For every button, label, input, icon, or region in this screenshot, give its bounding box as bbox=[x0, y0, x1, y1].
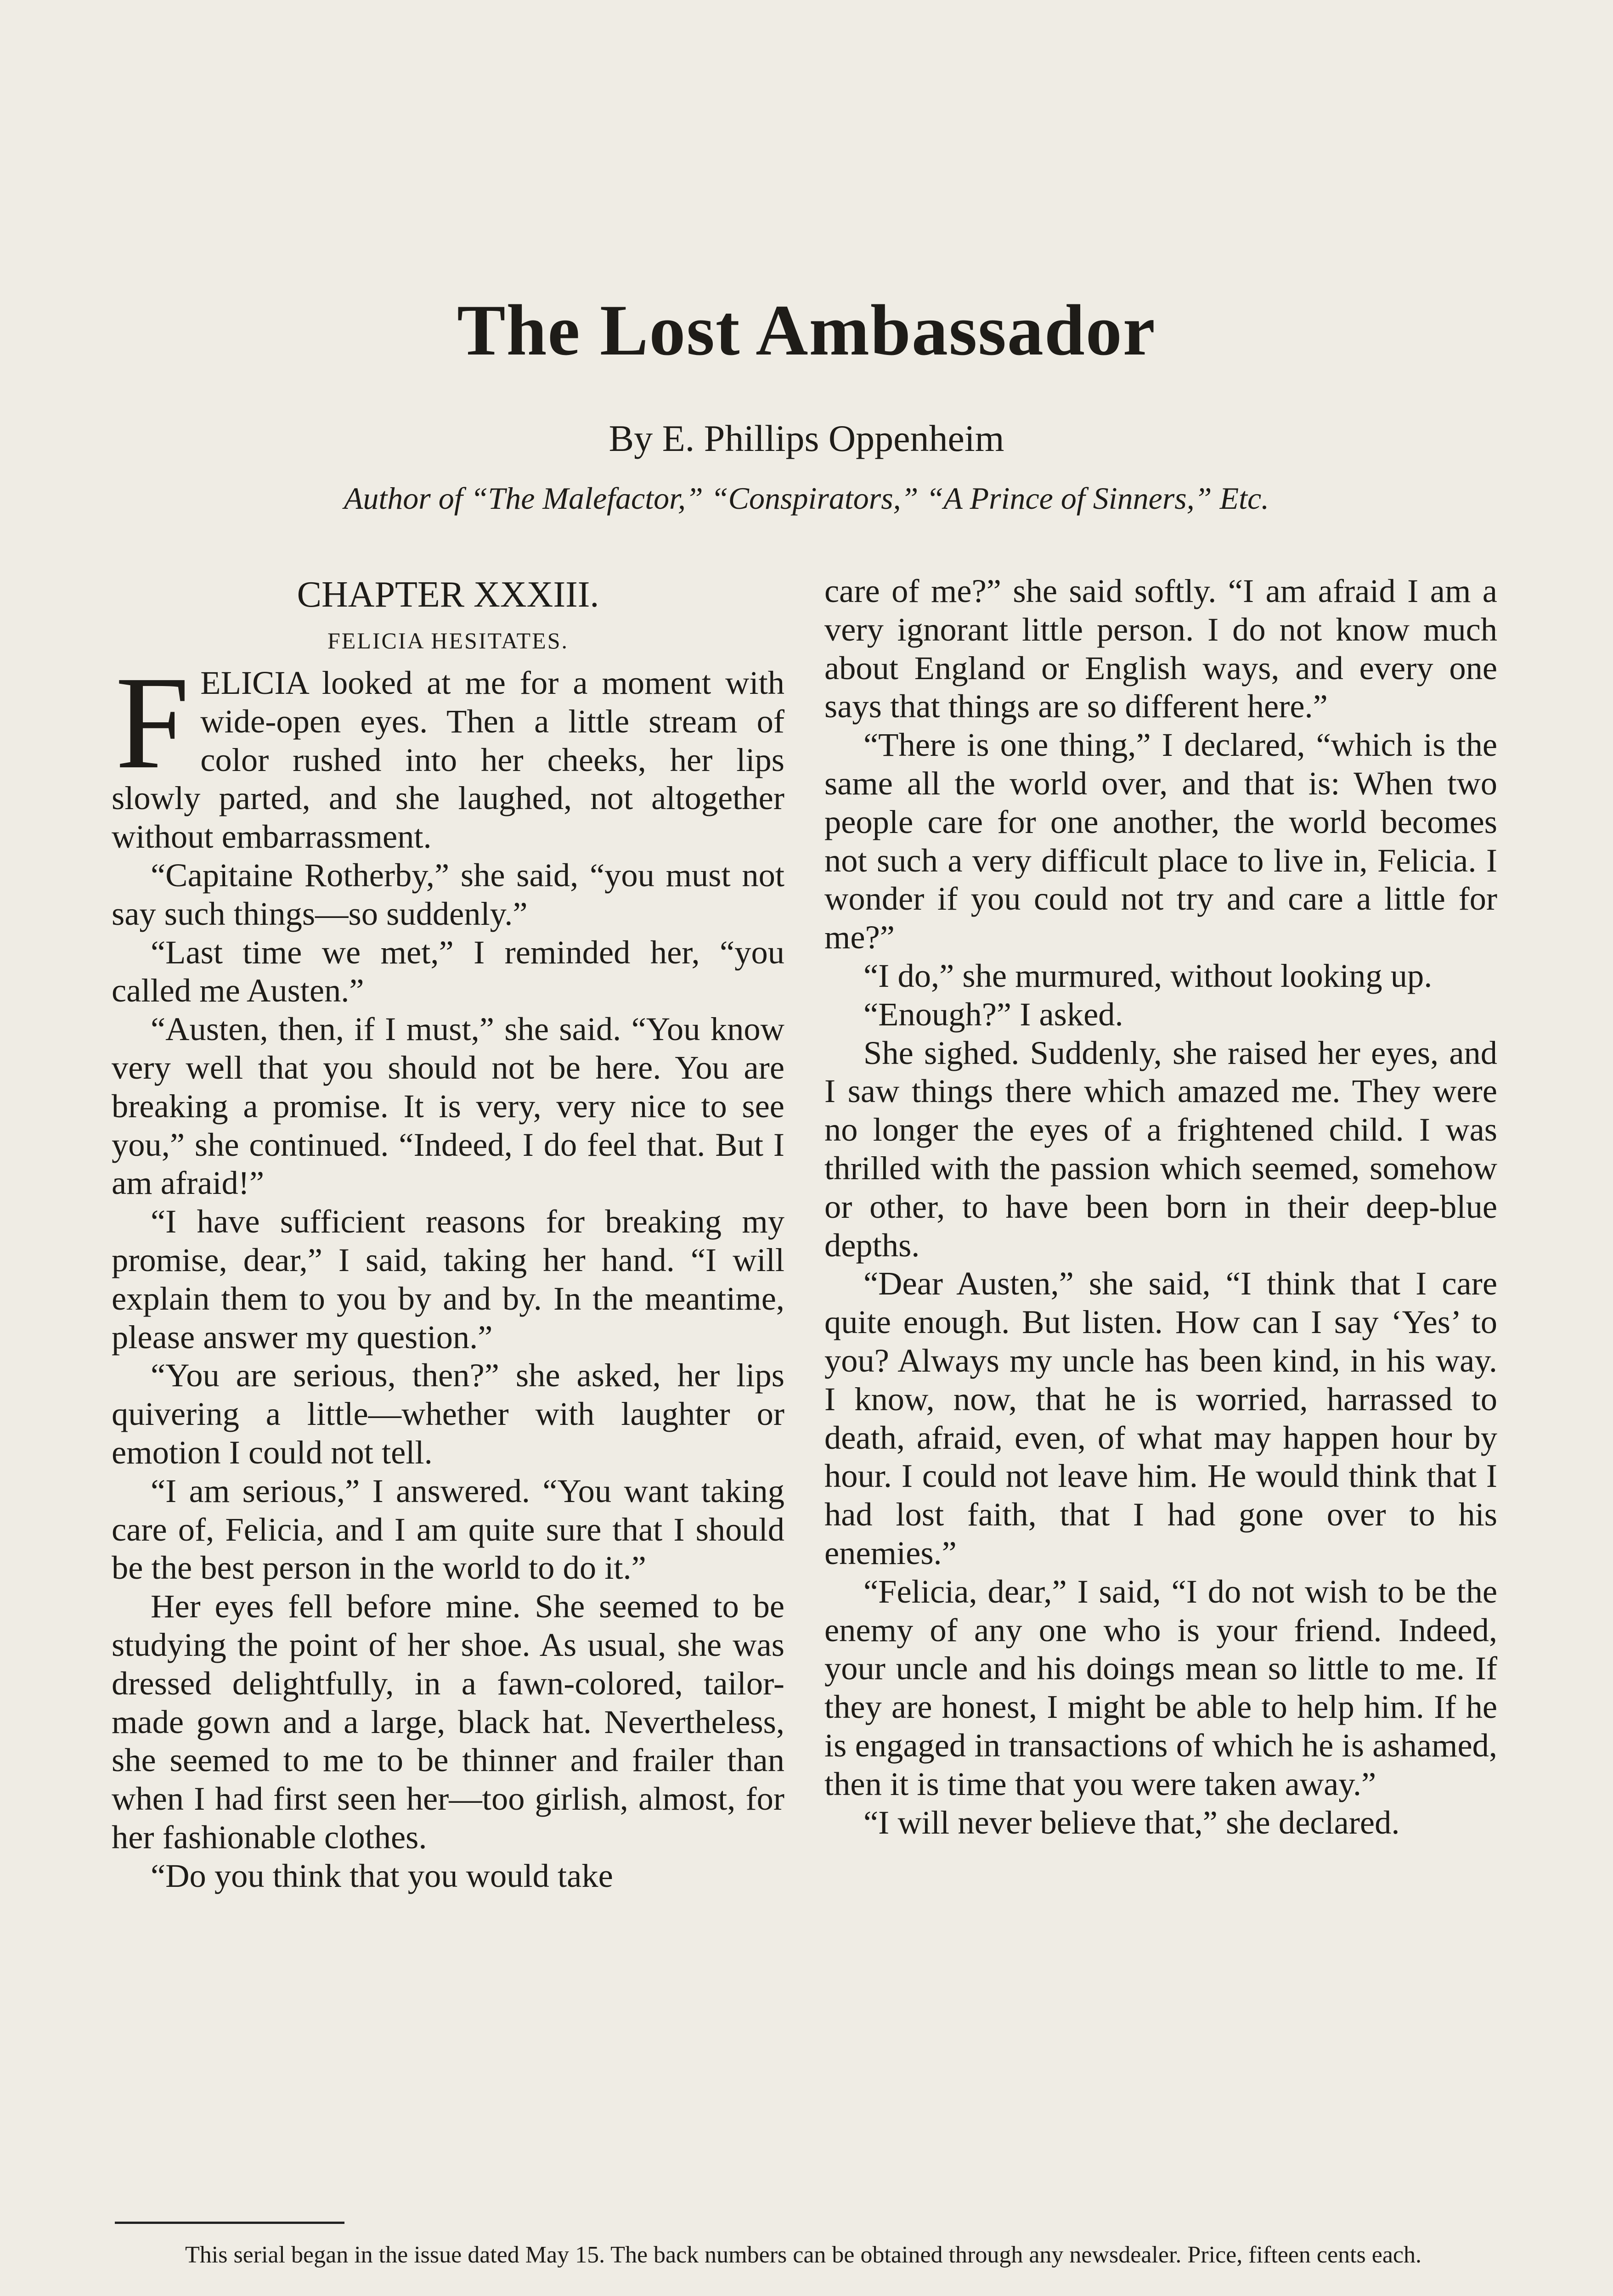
drop-cap: F bbox=[115, 649, 190, 796]
article-title: The Lost Ambassador bbox=[457, 290, 1156, 371]
article-byline: By E. Phillips Oppenheim bbox=[609, 417, 1004, 459]
first-paragraph-text: ELICIA looked at me for a moment with wide-open eyes. Then a little stream of color rushed into her cheeks, her lips slowly parted, and she laughed, not altogether without embarrassment. bbox=[112, 664, 784, 855]
footnote-divider bbox=[115, 2222, 344, 2224]
first-paragraph bbox=[112, 649, 784, 856]
paragraph: “Austen, then, if I must,” she said. “You know very well that you should not be here. You are breaking a promise. It is very, very nice to see you,” she continued. “Indeed, I do feel that. But I am afraid!” bbox=[112, 1010, 784, 1202]
paragraph: “I will never believe that,” she declared. bbox=[863, 1803, 1400, 1841]
chapter-subheading: FELICIA HESITATES. bbox=[327, 628, 569, 653]
paragraph: “I do,” she murmured, without looking up. bbox=[863, 957, 1433, 994]
paragraph: “Enough?” I asked. bbox=[863, 995, 1123, 1033]
right-column bbox=[824, 572, 1497, 1841]
paragraph: “Last time we met,” I reminded her, “you called me Austen.” bbox=[112, 933, 784, 1009]
paragraph: “There is one thing,” I declared, “which is the same all the world over, and that is: When two people care for one another, the world becomes not such a very difficult place to live in, Felicia. I wonder if you could not try and care a little for me?” bbox=[824, 726, 1497, 956]
left-column bbox=[112, 572, 784, 1895]
paragraph: “I am serious,” I answered. “You want taking care of, Felicia, and I am quite sure that I should be the best person in the world to do it.” bbox=[112, 1472, 784, 1587]
paragraph: “Do you think that you would take bbox=[151, 1857, 613, 1894]
paragraph-continuation: care of me?” she said softly. “I am afraid I am a very ignorant little person. I do not know much about England or English ways, and every one says that things are so different here.” bbox=[824, 572, 1497, 725]
paragraph: “You are serious, then?” she asked, her lips quivering a little—whether with laughter or emotion I could not tell. bbox=[112, 1356, 784, 1471]
paragraph: “I have sufficient reasons for breaking my promise, dear,” I said, taking her hand. “I will explain them to you by and by. In the meantime, please answer my question.” bbox=[112, 1203, 784, 1356]
paragraph: She sighed. Suddenly, she raised her eyes, and I saw things there which amazed me. They were no longer the eyes of a frightened child. I was thrilled with the passion which seemed, somehow or other, to have been born in their deep-blue depths. bbox=[824, 1034, 1497, 1264]
chapter-heading: CHAPTER XXXIII. bbox=[297, 574, 599, 615]
author-credits: Author of “The Malefactor,” “Conspirators,” “A Prince of Sinners,” Etc. bbox=[344, 481, 1269, 516]
paragraph: “Capitaine Rotherby,” she said, “you must not say such things—so suddenly.” bbox=[112, 856, 784, 932]
footnote: This serial began in the issue dated May 15. The back numbers can be obtained through any newsdealer. Price, fifteen cents each. bbox=[185, 2242, 1422, 2268]
paragraph: “Felicia, dear,” I said, “I do not wish to be the enemy of any one who is your friend. Indeed, your uncle and his doings mean so little to me. If they are honest, I might be able to help him. If he is engaged in transactions of which he is ashamed, then it is time that you were taken away.” bbox=[824, 1572, 1497, 1802]
paragraph: “Dear Austen,” she said, “I think that I care quite enough. But listen. How can I say ‘Yes’ to you? Always my uncle has been kind, in his way. I know, now, that he is worried, harrassed to death, afraid, even, of what may happen hour by hour. I could not leave him. He would think that I had lost faith, that I had gone over to his enemies.” bbox=[824, 1265, 1497, 1571]
paragraph: Her eyes fell before mine. She seemed to be studying the point of her shoe. As usual, she was dressed delightfully, in a fawn-colored, tailor-made gown and a large, black hat. Nevertheless, she seemed to me to be thinner and frailer than when I had first seen her—too girlish, almost, for her fashionable clothes. bbox=[112, 1587, 784, 1856]
